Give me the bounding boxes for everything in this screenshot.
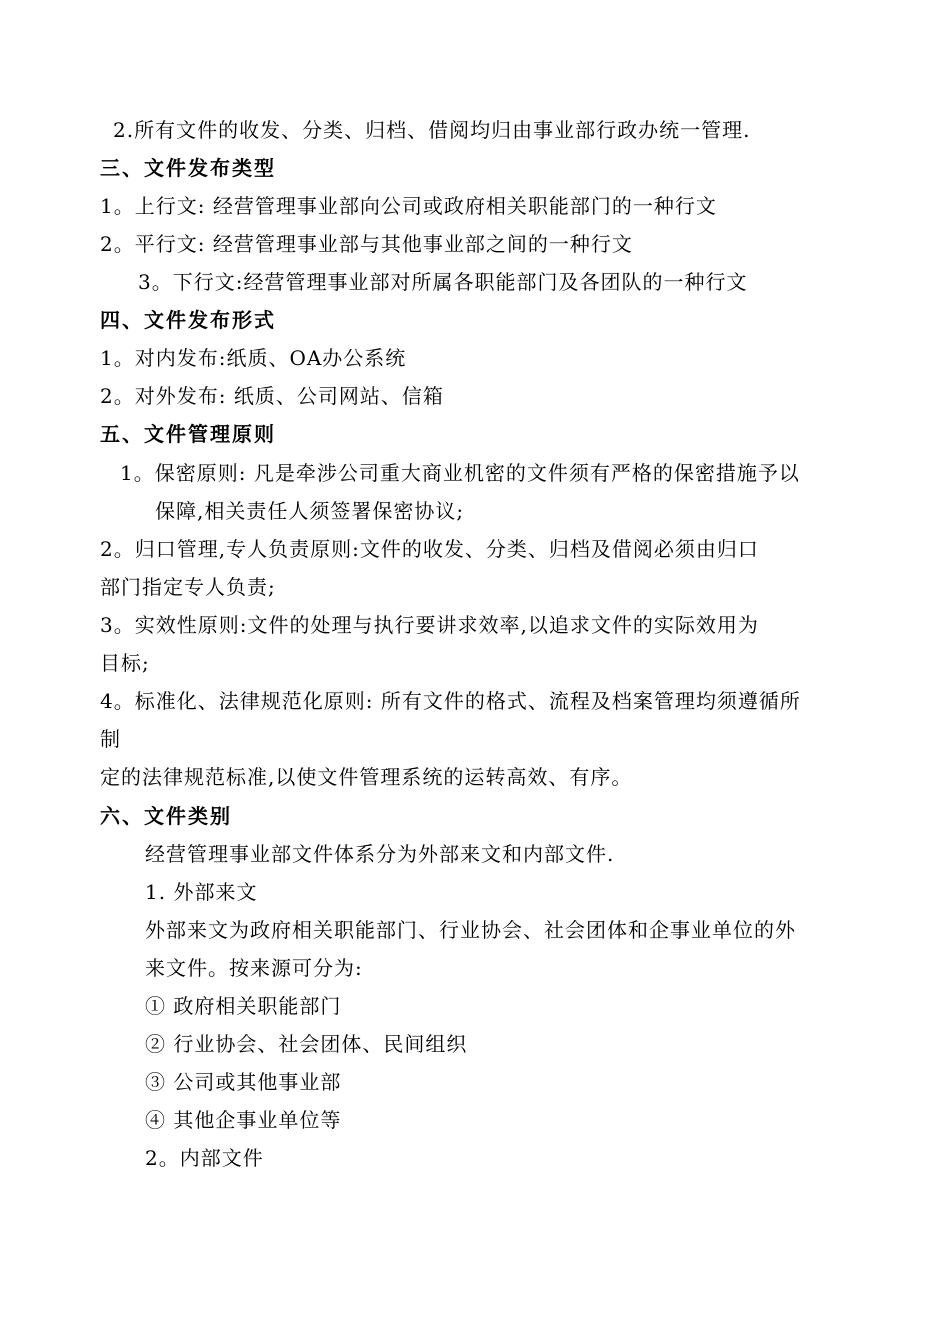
section-heading-5: 五、文件管理原则 xyxy=(100,422,276,446)
list-item-line: 保障,相关责任人须签署保密协议; xyxy=(155,499,465,523)
list-item-line: 1。保密原则: 凡是牵涉公司重大商业机密的文件须有严格的保密措施予以 xyxy=(120,461,800,485)
list-item-line: 定的法律规范标准,以使文件管理系统的运转高效、有序。 xyxy=(100,765,633,789)
subheading-line: 2。内部文件 xyxy=(145,1146,264,1170)
list-item-line: 3。实效性原则:文件的处理与执行要讲求效率,以追求文件的实际效用为 xyxy=(100,613,759,637)
section-heading-4: 四、文件发布形式 xyxy=(100,308,276,332)
paragraph-line: 经营管理事业部文件体系分为外部来文和内部文件. xyxy=(145,842,615,866)
list-item-line: 2。平行文: 经营管理事业部与其他事业部之间的一种行文 xyxy=(100,232,633,256)
paragraph-line: 2.所有文件的收发、分类、归档、借阅均归由事业部行政办统一管理. xyxy=(113,118,751,142)
list-item-line: ② 行业协会、社会团体、民间组织 xyxy=(145,1032,468,1056)
list-item-line: 制 xyxy=(100,727,121,751)
paragraph-line: 外部来文为政府相关职能部门、行业协会、社会团体和企事业单位的外 xyxy=(145,918,796,942)
list-item-line: 部门指定专人负责; xyxy=(100,575,276,599)
list-item-line: 4。标准化、法律规范化原则: 所有文件的格式、流程及档案管理均须遵循所 xyxy=(100,689,801,713)
list-item-line: 1。对内发布:纸质、OA办公系统 xyxy=(100,346,407,370)
list-item-line: ④ 其他企事业单位等 xyxy=(145,1108,342,1132)
list-item-line: 1。上行文: 经营管理事业部向公司或政府相关职能部门的一种行文 xyxy=(100,194,717,218)
list-item-line: 目标; xyxy=(100,651,150,675)
list-item-line: 2。归口管理,专人负责原则:文件的收发、分类、归档及借阅必须由归口 xyxy=(100,537,759,561)
list-item-line: 2。对外发布: 纸质、公司网站、信箱 xyxy=(100,384,444,408)
paragraph-line: 来文件。按来源可分为: xyxy=(145,956,363,980)
section-heading-3: 三、文件发布类型 xyxy=(100,156,276,180)
subheading-line: 1. 外部来文 xyxy=(145,880,258,904)
list-item-line: ① 政府相关职能部门 xyxy=(145,994,342,1018)
section-heading-6: 六、文件类别 xyxy=(100,804,232,828)
list-item-line: 3。下行文:经营管理事业部对所属各职能部门及各团队的一种行文 xyxy=(138,270,748,294)
list-item-line: ③ 公司或其他事业部 xyxy=(145,1070,342,1094)
